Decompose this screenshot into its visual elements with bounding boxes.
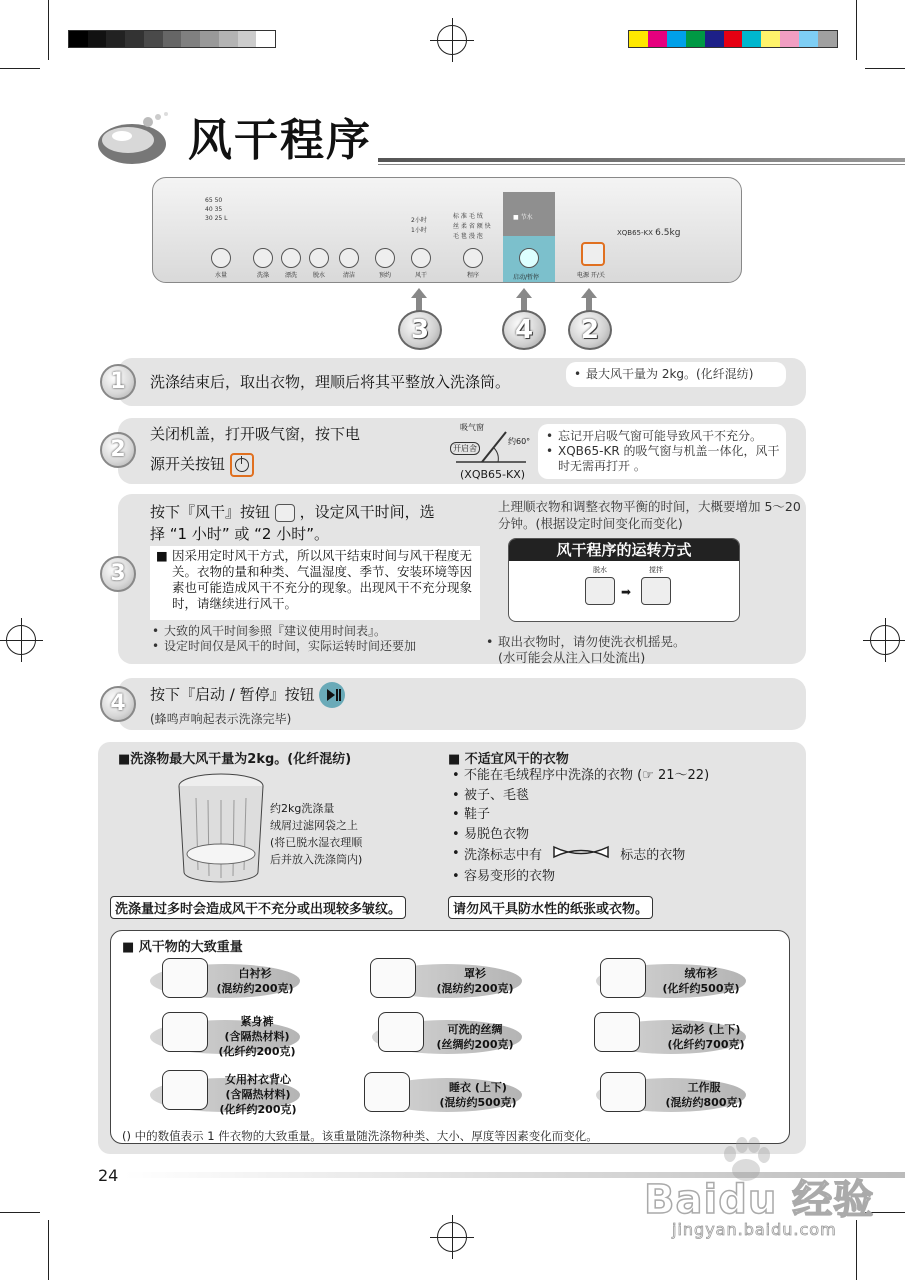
step-3-side-text: 上理顺衣物和调整衣物平衡的时间，大概要增加 5～20 分钟。(根据设定时间变化而变化) — [498, 499, 801, 531]
callout-arrow-icon — [516, 288, 532, 298]
step-4-number: 4 — [100, 686, 136, 722]
page-number: 24 — [98, 1166, 119, 1185]
model-label: XQB65-KX 6.5kg — [617, 228, 681, 238]
start-pause-label: 启动/暂停 — [513, 274, 540, 281]
power-button[interactable] — [581, 242, 605, 266]
registration-mark — [870, 625, 900, 655]
arrow-right-icon: ➡ — [621, 585, 632, 599]
pajamas-icon — [364, 1072, 410, 1112]
weight-item-workwear: 工作服 (混纺约800克) — [665, 1081, 743, 1109]
lid-label-angle: 约60° — [508, 437, 531, 446]
step-2-note-item: • 忘记开启吸气窗可能导致风干不充分。 — [544, 429, 780, 444]
weight-item-tracksuit: 运动衫 (上下) (化纤约700克) — [667, 1023, 745, 1051]
capacity-callout: 绒屑过滤网袋之上 — [270, 819, 358, 832]
tub-spin-icon — [585, 577, 615, 605]
capacity-heading: ■洗涤物最大风干量为2kg。(化纤混纺) — [118, 752, 352, 767]
unsuitable-list — [450, 766, 790, 886]
step-3-bullet: • 大致的风干时间参照『建议使用时间表』。 — [150, 624, 480, 639]
capacity-callout: (将已脱水湿衣理顺 — [270, 836, 363, 849]
callout-arrow-icon — [411, 288, 427, 298]
program-label: 程序 — [467, 272, 480, 279]
weight-item-tights: 紧身裤 (含隔热材料) (化纤约200克) — [218, 1015, 296, 1058]
spin-label: 脱水 — [313, 272, 326, 279]
capacity-callout: 后并放入洗涤筒内) — [270, 853, 363, 866]
tub-stir-icon — [641, 577, 671, 605]
program-button[interactable] — [463, 248, 483, 268]
camisole-icon — [162, 1070, 208, 1110]
twist-symbol-icon — [552, 844, 610, 867]
step-4-sub: (蜂鸣声响起表示洗涤完毕) — [150, 712, 292, 726]
timer-label: 预约 — [379, 272, 392, 279]
clean-label: 清洁 — [343, 272, 356, 279]
step-2-notes — [538, 424, 786, 479]
crop-mark — [0, 1212, 40, 1213]
watermark-url: jingyan.baidu.com — [672, 1220, 837, 1239]
step-3-text-line2: 择 “1 小时” 或 “2 小时”。 — [150, 525, 330, 543]
method-box — [508, 538, 740, 622]
unsuitable-item: • 被子、毛毯 — [450, 786, 790, 806]
capacity-callout: 约2kg洗涤量 — [270, 802, 335, 815]
step-1-note-item: • 最大风干量为 2kg。(化纤混纺) — [572, 367, 780, 382]
header-logo-icon — [98, 112, 178, 166]
page-title: 风干程序 — [188, 115, 372, 166]
crop-mark — [865, 68, 905, 69]
registration-mark — [437, 25, 467, 55]
lid-label-window: 吸气窗 — [460, 423, 484, 432]
callout-number-3: 3 — [398, 310, 442, 350]
control-panel — [152, 177, 742, 283]
crop-mark — [0, 68, 40, 69]
power-label: 电源 开/关 — [577, 272, 605, 279]
wash-label: 洗涤 — [257, 272, 270, 279]
watermark-brand: Baidu 经验 — [644, 1177, 875, 1223]
unsuitable-item: • 易脱色衣物 — [450, 825, 790, 845]
step-3-text-line1: 按下『风干』按钮 ，设定风干时间，选 — [150, 503, 435, 521]
water-level-button[interactable] — [211, 248, 231, 268]
unsuitable-item: • 洗涤标志中有 标志的衣物 — [450, 844, 790, 867]
sweatshirt-icon — [600, 958, 646, 998]
step-3-side-bullet-item: • 取出衣物时，请勿使洗衣机摇晃。 (水可能会从注入口处流出) — [484, 634, 784, 666]
weight-item-pajamas: 睡衣 (上下) (混纺约500克) — [439, 1081, 517, 1109]
weight-item-camisole: 女用衬衣背心 (含隔热材料) (化纤约200克) — [219, 1073, 297, 1116]
unsuitable-item: • 容易变形的衣物 — [450, 867, 790, 887]
blouse-icon — [370, 958, 416, 998]
method-label-stir: 搅拌 — [649, 566, 663, 574]
power-button-icon — [230, 453, 254, 477]
step-2-text-line2: 源开关按钮 — [150, 452, 254, 477]
callout-number-4: 4 — [502, 310, 546, 350]
shirt-icon — [162, 958, 208, 998]
step-3-number: 3 — [100, 556, 136, 592]
spin-button[interactable] — [309, 248, 329, 268]
step-2-number: 2 — [100, 432, 136, 468]
capacity-warning: 洗涤量过多时会造成风干不充分或出现较多皱纹。 — [110, 896, 406, 919]
step-1-note — [566, 362, 786, 387]
method-label-spin: 脱水 — [593, 566, 607, 574]
step-2-note-item: • XQB65-KR 的吸气窗与机盖一体化，风干时无需再打开 。 — [544, 444, 780, 474]
lid-label-open: 开启舍 — [450, 442, 480, 455]
unsuitable-heading: ■ 不适宜风干的衣物 — [448, 752, 569, 767]
wash-button[interactable] — [253, 248, 273, 268]
tub-illustration — [176, 772, 266, 888]
unsuitable-item: • 不能在毛绒程序中洗涤的衣物 (☞ 21～22) — [450, 766, 790, 786]
program-list: 标 准 毛 绒 丝 柔 省 额 快 毛 毯 漫 泡 — [453, 213, 491, 240]
step-3-bullet: • 设定时间仅是风干的时间，实际运转时间还要加 — [150, 639, 480, 654]
air-dry-label: 风干 — [415, 272, 428, 279]
registration-mark — [6, 625, 36, 655]
tights-icon — [162, 1012, 208, 1052]
step-3-bullets — [150, 624, 480, 654]
dry-time-indicators: 2小时 1小时 — [411, 217, 427, 234]
step-4-text: 按下『启动 / 暂停』按钮 — [150, 682, 345, 708]
silk-icon — [378, 1012, 424, 1052]
step-1-text: 洗涤结束后，取出衣物，理顺后将其平整放入洗涤筒。 — [150, 373, 511, 391]
callout-arrow-icon — [581, 288, 597, 298]
start-pause-icon — [319, 682, 345, 708]
rinse-label: 漂洗 — [285, 272, 298, 279]
water-level-label: 水量 — [215, 272, 228, 279]
step-2-text-line1: 关闭机盖，打开吸气窗，按下电 — [150, 425, 361, 443]
callout-number-2: 2 — [568, 310, 612, 350]
eco-label: ■ 节水 — [513, 214, 533, 221]
weight-item-silk: 可洗的丝绸 (丝绸约200克) — [436, 1023, 514, 1051]
water-level-grid: 65 50 40 35 30 25 L — [205, 197, 228, 222]
title-rule-thin — [378, 164, 905, 165]
weights-heading: ■ 风干物的大致重量 — [122, 940, 243, 955]
crop-mark — [48, 0, 49, 60]
method-title: 风干程序的运转方式 — [509, 539, 739, 561]
clean-button[interactable] — [339, 248, 359, 268]
registration-mark — [437, 1222, 467, 1252]
title-rule — [378, 158, 905, 162]
step-1-number: 1 — [100, 364, 136, 400]
lid-label-model: (XQB65-KX) — [460, 468, 526, 481]
tracksuit-icon — [594, 1012, 640, 1052]
unsuitable-item: • 鞋子 — [450, 805, 790, 825]
step-3-side-bullet — [484, 634, 784, 666]
weight-item-sweatshirt: 绒布衫 (化纤约500克) — [662, 967, 740, 995]
air-dry-button[interactable] — [411, 248, 431, 268]
workwear-icon — [600, 1072, 646, 1112]
weights-footnote: () 中的数值表示 1 件衣物的大致重量。该重量随洗涤物种类、大小、厚度等因素变化而变化。 — [122, 1129, 598, 1143]
crop-mark — [856, 1220, 857, 1280]
capacity-callouts — [270, 800, 362, 868]
step-3-notice-box: ■ 因采用定时风干方式，所以风干结束时间与风干程度无关。衣物的量和种类、气温湿度、季节、安装环境等因素也可能造成风干不充分的现象。出现风干不充分现象时，请继续进行风干。 — [150, 546, 480, 620]
grayscale-bar — [68, 30, 276, 48]
crop-mark — [48, 1220, 49, 1280]
crop-mark — [856, 0, 857, 60]
weight-item-shirt: 白衬衫 (混纺约200克) — [216, 967, 294, 995]
color-bar — [628, 30, 838, 48]
rinse-button[interactable] — [281, 248, 301, 268]
timer-button[interactable] — [375, 248, 395, 268]
lid-diagram — [446, 422, 536, 482]
unsuitable-warning: 请勿风干具防水性的纸张或衣物。 — [448, 896, 653, 919]
start-pause-button[interactable] — [519, 248, 539, 268]
air-dry-icon — [275, 504, 295, 522]
weight-item-blouse: 罩衫 (混纺约200克) — [436, 967, 514, 995]
